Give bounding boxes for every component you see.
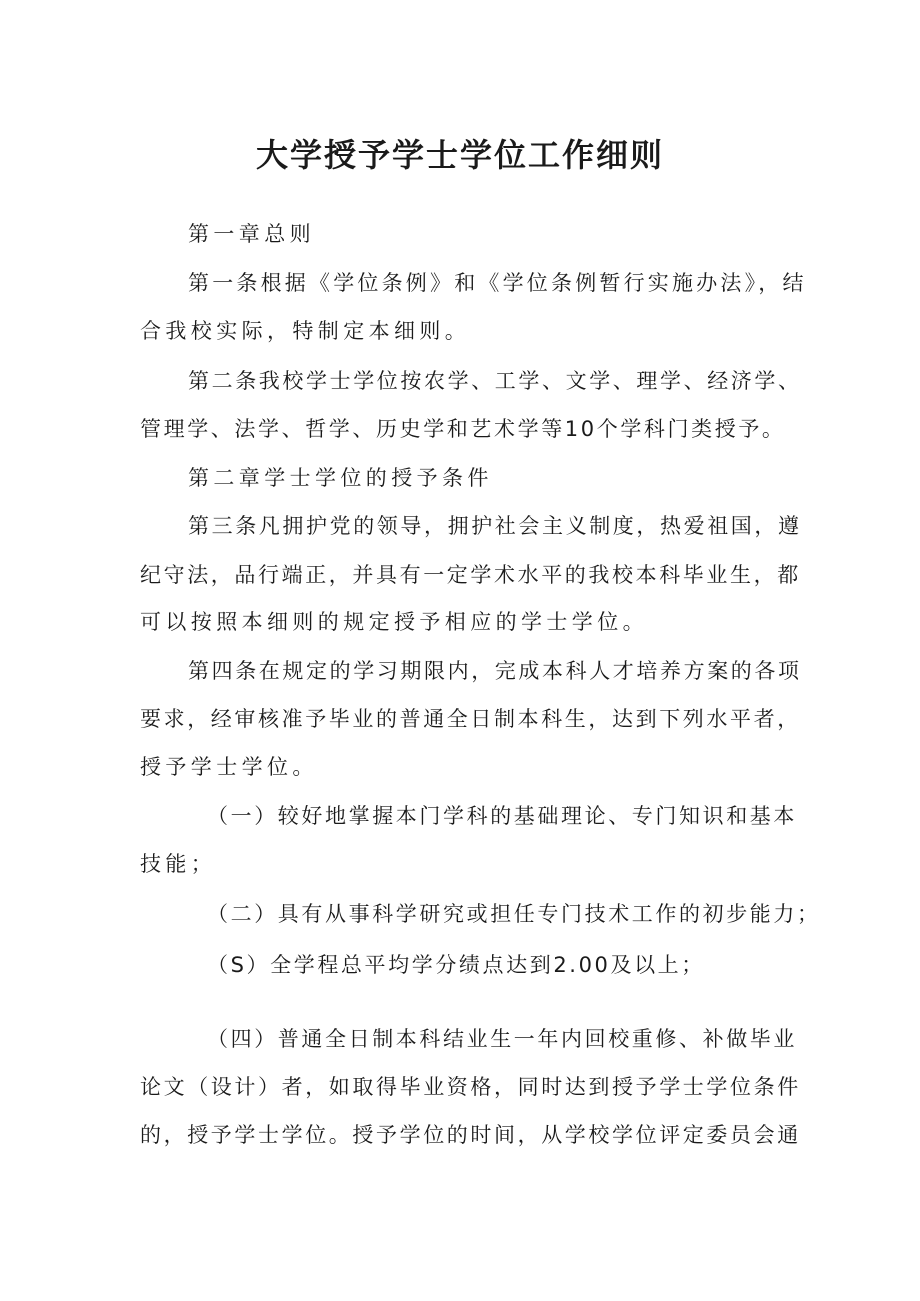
paragraph-line: 管理学、法学、哲学、历史学和艺术学等10个学科门类授予。 (140, 417, 786, 441)
paragraph-line: 第二条我校学士学位按农学、工学、文学、理学、经济学、 (188, 369, 802, 393)
paragraph-line: 第三条凡拥护党的领导，拥护社会主义制度，热爱祖国，遵 (188, 514, 802, 538)
list-item-line: （四）普通全日制本科结业生一年内回校重修、补做毕业 (207, 1027, 797, 1051)
paragraph-line: 第一条根据《学位条例》和《学位条例暂行实施办法》，结 (188, 271, 807, 295)
chapter-heading: 第一章总则 (188, 222, 315, 246)
list-item-line: 技能； (140, 852, 217, 876)
paragraph-line: 合我校实际，特制定本细则。 (140, 319, 471, 343)
list-item-line: （二）具有从事科学研究或担任专门技术工作的初步能力； (207, 902, 821, 926)
list-item-line: （一）较好地掌握本门学科的基础理论、专门知识和基本 (207, 804, 797, 828)
list-item-line: 的，授予学士学位。授予学位的时间，从学校学位评定委员会通 (140, 1123, 801, 1147)
paragraph-line: 纪守法，品行端正，并具有一定学术水平的我校本科毕业生，都 (140, 563, 801, 587)
document-title: 大学授予学士学位工作细则 (255, 136, 664, 174)
paragraph-line: 授予学士学位。 (140, 755, 318, 779)
paragraph-line: 要求，经审核准予毕业的普通全日制本科生，达到下列水平者， (140, 707, 801, 731)
chapter-heading: 第二章学士学位的授予条件 (188, 466, 493, 490)
paragraph-line: 可以按照本细则的规定授予相应的学士学位。 (140, 610, 648, 634)
list-item-line: 论文（设计）者，如取得毕业资格，同时达到授予学士学位条件 (140, 1075, 801, 1099)
paragraph-line: 第四条在规定的学习期限内，完成本科人才培养方案的各项 (188, 659, 802, 683)
list-item-line: （S）全学程总平均学分绩点达到2.00及以上； (207, 953, 705, 977)
